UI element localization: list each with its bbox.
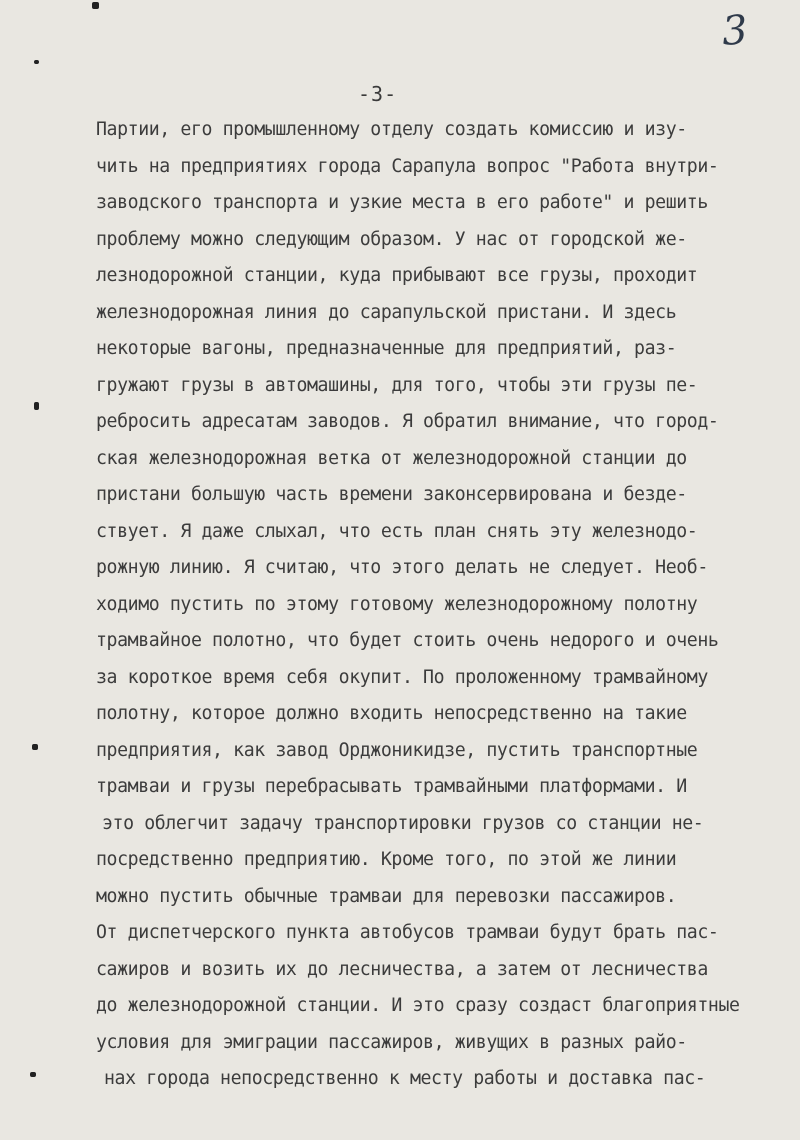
text-line: От диспетчерского пункта автобусов трамваи будут брать пас- [96, 922, 719, 943]
text-line: нах города непосредственно к месту работы и доставка пас- [104, 1068, 706, 1089]
text-line: некоторые вагоны, предназначенные для предприятий, раз- [96, 338, 677, 359]
margin-mark [92, 2, 99, 9]
margin-mark [30, 1072, 36, 1077]
document-body [96, 112, 776, 1098]
text-line: можно пустить обычные трамваи для перевозки пассажиров. [96, 885, 677, 907]
margin-mark [34, 402, 39, 410]
text-line: пристани большую часть времени законсервирована и безде- [96, 484, 687, 505]
text-line: рожную линию. Я считаю, что этого делать не следует. Необ- [96, 557, 708, 578]
text-line: проблему можно следующим образом. У нас от городской же- [96, 228, 687, 250]
text-line: за короткое время себя окупит. По проложенному трамвайному [96, 666, 708, 688]
text-line: это облегчит задачу транспортировки грузов со станции не- [102, 812, 704, 834]
text-line: Партии, его промышленному отделу создать комиссию и изу- [96, 119, 687, 140]
text-line: железнодорожная линия до сарапульской пристани. И здесь [96, 301, 677, 323]
text-line: ребросить адресатам заводов. Я обратил внимание, что город- [96, 411, 719, 432]
text-line: ходимо пустить по этому готовому железнодорожному полотну [96, 593, 698, 615]
text-line: заводского транспорта и узкие места в его работе" и решить [96, 192, 708, 213]
handwritten-page-number: 3 [720, 7, 750, 55]
text-line: посредственно предприятию. Кроме того, по этой же линии [96, 849, 677, 870]
margin-mark [34, 60, 39, 64]
text-line: чить на предприятиях города Сарапула вопрос "Работа внутри- [96, 155, 719, 177]
text-line: условия для эмиграции пассажиров, живущих в разных райо- [96, 1031, 687, 1053]
text-line: ствует. Я даже слыхал, что есть план снять эту железнодо- [96, 520, 698, 542]
text-line: предприятия, как завод Орджоникидзе, пустить транспортные [96, 739, 698, 761]
text-line: полотну, которое должно входить непосредственно на такие [96, 703, 687, 724]
margin-mark [32, 744, 38, 750]
text-line: ская железнодорожная ветка от железнодорожной станции до [96, 447, 687, 469]
text-line: лезнодорожной станции, куда прибывают все грузы, проходит [96, 265, 698, 286]
header-page-number: -3- [358, 82, 398, 106]
text-line: трамвайное полотно, что будет стоить очень недорого и очень [96, 630, 719, 651]
text-line: до железнодорожной станции. И это сразу создаст благоприятные [96, 995, 740, 1016]
text-line: трамваи и грузы перебрасывать трамвайными платформами. И [96, 776, 687, 797]
text-line: гружают грузы в автомашины, для того, чтобы эти грузы пе- [96, 374, 698, 396]
text-line: сажиров и возить их до лесничества, а затем от лесничества [96, 958, 708, 980]
